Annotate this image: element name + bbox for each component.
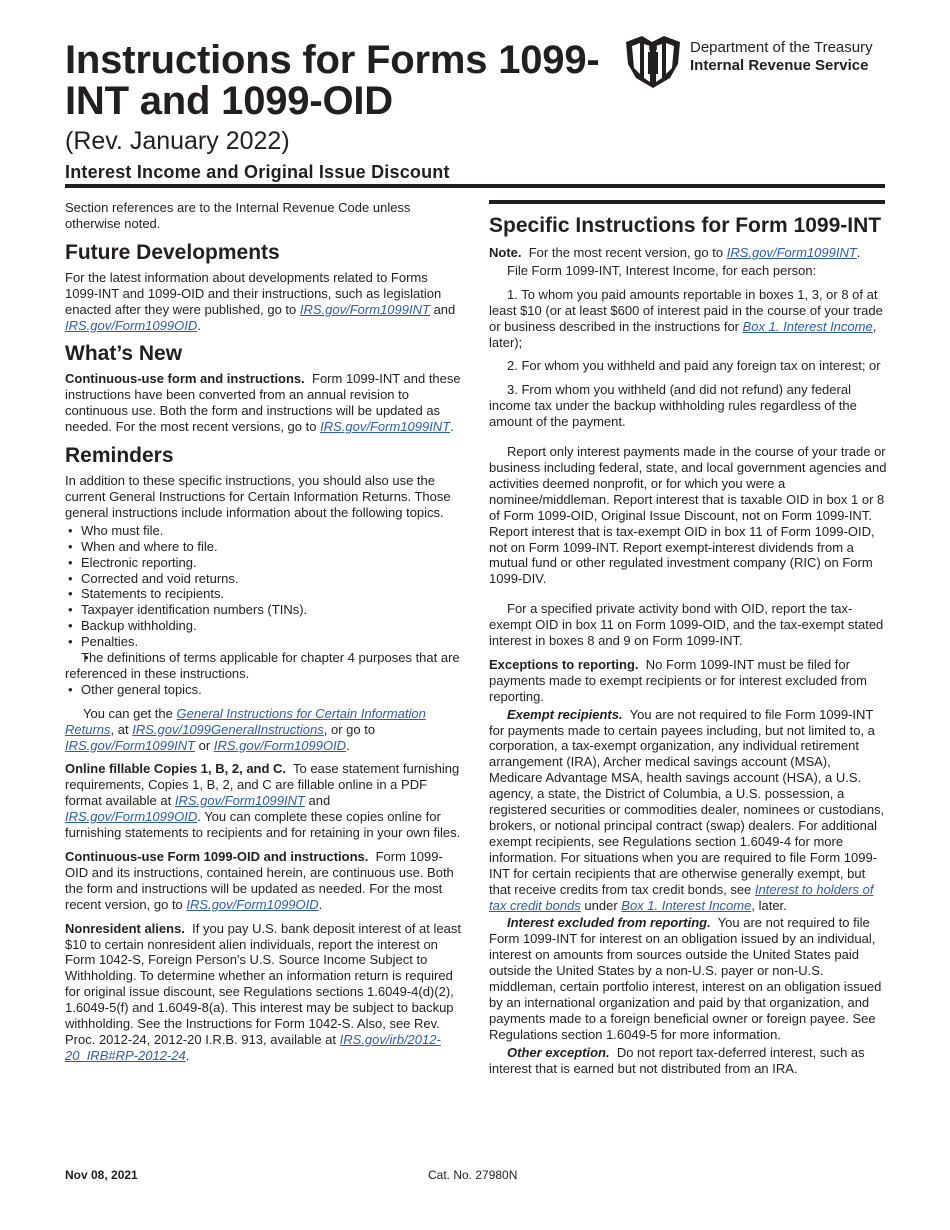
agency-block: [622, 34, 892, 90]
tax-credit-bonds-link[interactable]: Interest to holders of tax credit bonds: [489, 881, 874, 913]
item-2-text: 2. For whom you withheld and paid any foreign tax on interest; or: [507, 358, 881, 374]
list-item: • Corrected and void returns.: [65, 571, 463, 587]
header-rule: [65, 184, 885, 188]
note-link-1099int[interactable]: IRS.gov/Form1099INT: [726, 245, 857, 260]
reminders-heading: Reminders: [65, 444, 174, 468]
agency-department: Department of the Treasury: [690, 39, 873, 56]
right-column-rule: [489, 200, 885, 204]
future-link-1099oid[interactable]: IRS.gov/Form1099OID: [65, 317, 198, 333]
list-item: • Other general topics.: [65, 682, 463, 698]
continuous-use-oid-text: Continuous-use Form 1099-OID and instructions. Form 1099-OID and its instructions, contained herein, are continuous use. Both the form and instructions will be updated as needed. For the most recent version, go to IRS.gov/Form1099OID.: [65, 849, 454, 912]
box1-interest-link[interactable]: Box 1. Interest Income: [621, 897, 752, 913]
list-item: • Taxpayer identification numbers (TINs).: [65, 602, 463, 618]
private-activity-bond-text: For a specified private activity bond with OID, report the tax-exempt OID in box 11 on Form 1099-OID, and the tax-exempt stated interest in boxes 8 and 9 on Form 1099-INT.: [489, 601, 884, 649]
report-text: Report only interest payments made in the course of your trade or business including federal, state, and local government agencies and activities deemed nonprofit, or for which you were a nominee/middleman. Report interest that is taxable OID in box 1 or 8 of Form 1099-OID, Original Issue Discount, not on Form 1099-INT. Report interest that is tax-exempt OID in box 11 of Form 1099-OID, not on Form 1099-INT. Report exempt-interest dividends from a mutual fund or other regulated investment company (RIC) on Form 1099-DIV.: [489, 444, 887, 587]
list-item: • Backup withholding.: [65, 618, 463, 634]
interest-excluded-text: Interest excluded from reporting. You are not required to file Form 1099-INT for interest on an obligation issued by an individual, interest on amounts from sources outside the United States paid outside the United States by a non-U.S. payer or non-U.S. middleman, certain portfolio interest, interest on an obligation issued by an international organization and paid by that organization, and payments made to a foreign beneficial owner or foreign payee. See Regulations section 1.6049-5 for more information.: [489, 915, 882, 1042]
page-subtitle: Interest Income and Original Issue Discount: [65, 162, 450, 182]
get-link-1099int[interactable]: IRS.gov/Form1099INT: [65, 737, 196, 753]
intro-text: Section references are to the Internal Revenue Code unless otherwise noted.: [65, 200, 411, 231]
whats-new-heading: What’s New: [65, 342, 183, 366]
list-item: • The definitions of terms applicable for chapter 4 purposes that are referenced in these instructions.: [65, 650, 463, 682]
list-item: • Statements to recipients.: [65, 586, 463, 602]
footer-date: Nov 08, 2021: [65, 1168, 138, 1182]
right-column: [489, 206, 887, 1085]
nonresident-aliens-text: Nonresident aliens. If you pay U.S. bank deposit interest of at least $10 to certain nonresident alien individuals, report the interest on Form 1042-S, Foreign Person's U.S. Source Income Subject to Withholding. To determine whether an information return is required for original issue discount, see Regulations sections 1.6049-4(d)(2), 1.6049-5(f) and 1.6049-8(a). This interest may be subject to backup withholding. See the Instructions for Form 1042-S. Also, see Rev. Proc. 2012-24, 2012-20 I.R.B. 913, available at IRS.gov/irb/2012-20_IRB#RP-2012-24.: [65, 920, 461, 1063]
future-developments-text: For the latest information about developments related to Forms 1099-INT and 1099-OID and their instructions, such as legislation enacted after they were published, go to IRS.gov/Form1099INT and IRS.gov/Form1099OID.: [65, 269, 456, 333]
continuous-use-text: Continuous-use form and instructions. Form 1099-INT and these instructions have been converted from an annual revision to continuous use. Both the form and instructions will be updated as needed. For the most recent versions, go to IRS.gov/Form1099INT.: [65, 371, 461, 435]
page-title: Instructions for Forms 1099-INT and 1099-OID: [65, 38, 600, 123]
cu-link-1099int[interactable]: IRS.gov/Form1099INT: [320, 419, 451, 435]
future-developments-heading: Future Developments: [65, 240, 280, 264]
reminders-text: In addition to these specific instructions, you should also use the current General Instructions for Certain Information Returns. Those general instructions include information about the following topics.: [65, 473, 451, 520]
note-text: Note. For the most recent version, go to IRS.gov/Form1099INT.: [489, 245, 861, 260]
agency-irs: Internal Revenue Service: [690, 57, 869, 74]
list-item: • When and where to file.: [65, 539, 463, 555]
topics-list: [65, 523, 463, 698]
get-link-1099oid[interactable]: IRS.gov/Form1099OID: [213, 737, 347, 753]
online-link-1099int[interactable]: IRS.gov/Form1099INT: [174, 793, 305, 809]
irs-eagle-logo-icon: [622, 34, 684, 90]
list-item: • Electronic reporting.: [65, 555, 463, 571]
future-link-1099int[interactable]: IRS.gov/Form1099INT: [299, 301, 430, 317]
other-exception-text: Other exception. Do not report tax-deferred interest, such as interest that is earned but not distributed from an IRA.: [489, 1044, 865, 1076]
list-item: • Who must file.: [65, 523, 463, 539]
general-instructions-url-link[interactable]: IRS.gov/1099GeneralInstructions: [132, 721, 324, 737]
list-item: • Penalties.: [65, 634, 463, 650]
file-form-text: File Form 1099-INT, Interest Income, for each person:: [507, 262, 817, 278]
item-3-text: 3. From whom you withheld (and did not refund) any federal income tax under the backup withholding rules regardless of the amount of the payment.: [489, 382, 857, 430]
cuoid-link-1099oid[interactable]: IRS.gov/Form1099OID: [186, 896, 319, 912]
left-column: [65, 200, 463, 1072]
general-instructions-text: You can get the General Instructions for Certain Information Returns, at IRS.gov/1099GeneralInstructions, or go to IRS.gov/Form1099INT or IRS.gov/Form1099OID.: [65, 705, 426, 753]
box1-link[interactable]: Box 1. Interest Income: [742, 318, 873, 334]
item-1-text: 1. To whom you paid amounts reportable in boxes 1, 3, or 8 of at least $10 (or at least $600 of interest paid in the course of your trade or business described in the instructions for Box 1. Interest Income, later);: [489, 286, 883, 350]
online-link-1099oid[interactable]: IRS.gov/Form1099OID: [65, 809, 198, 825]
footer-catalog-number: Cat. No. 27980N: [428, 1168, 518, 1182]
exceptions-text: Exceptions to reporting. No Form 1099-INT must be filed for payments made to exempt recipients or for interest excluded from reporting.: [489, 656, 867, 704]
general-instructions-link[interactable]: General Instructions for Certain Information Returns: [65, 705, 426, 737]
specific-instructions-heading: Specific Instructions for Form 1099-INT: [489, 214, 882, 237]
revision-date: (Rev. January 2022): [65, 127, 290, 155]
online-fillable-text: Online fillable Copies 1, B, 2, and C. To ease statement furnishing requirements, Copies 1, B, 2, and C are fillable online in a PDF format available at IRS.gov/Form1099INT and IRS.gov/Form1099OID. You can complete these copies online for furnishing statements to recipients and for retaining in your own files.: [65, 761, 461, 841]
exempt-recipients-text: Exempt recipients. You are not required to file Form 1099-INT for payments made to certain payees including, but not limited to, a corporation, a tax-exempt organization, any individual retirement arrangement (IRA), Archer medical savings account (MSA), Medicare Advantage MSA, health savings account (HSA), a U.S. agency, a state, the District of Columbia, a U.S. possession, a registered securities or commodities dealer, nominees or custodians, brokers, or notional principal contract (swap) dealers. For additional exempt recipients, see Regulations section 1.6049-4 for more information. For situations when you are required to file Form 1099-INT for certain recipients that are otherwise generally exempt, but that receive credits from tax credit bonds, see Interest to holders of tax credit bonds under Box 1. Interest Income, later.: [489, 706, 885, 913]
irb-link[interactable]: IRS.gov/irb/2012-20_IRB#RP-2012-24: [65, 1031, 441, 1063]
